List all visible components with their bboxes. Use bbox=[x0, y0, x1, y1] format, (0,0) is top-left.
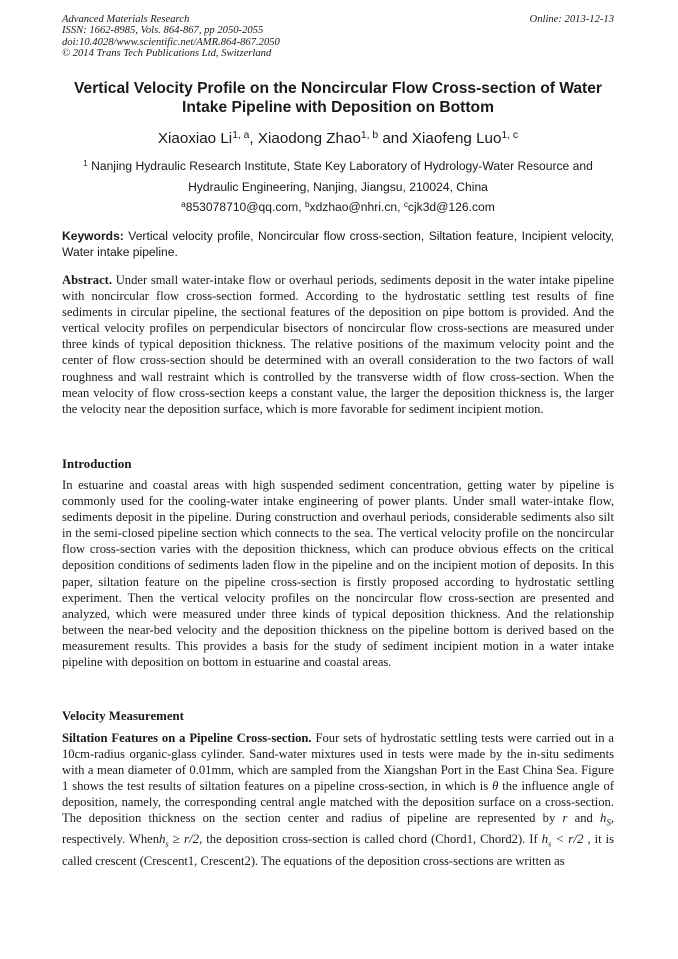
author-superscript: 1, c bbox=[501, 129, 519, 141]
copyright-line: © 2014 Trans Tech Publications Ltd, Switzerland bbox=[62, 48, 272, 60]
author-separator: , bbox=[249, 130, 258, 147]
thickness-symbol: h bbox=[600, 811, 607, 826]
author-name: Xiaofeng Luo bbox=[411, 130, 502, 147]
paragraph-text: , the deposition cross-section is called chord (Chord1, Chord2). If bbox=[199, 832, 542, 847]
equation-text: < r/2 bbox=[551, 831, 584, 847]
chord-condition bbox=[159, 831, 200, 849]
introduction-text: In estuarine and coastal areas with high suspended sediment concentration, getting water by pipeline is commonly used for the cooling-water intake engineering of power plants. Under small water-intake flow, sediments deposit in the pipeline. During construction and overhaul periods, considerable sediments also silt in the semi-closed pipeline section which connects to the sea. The vertical velocity profile on the noncircular flow cross-section varies with the deposition thickness, which can produce obvious effects on the critical deposition conditions of sediments laden flow in the pipeline and on the incipient motion of deposits. In this paper, siltation feature on the pipeline cross-section is firstly proposed according to hydrostatic settling experiment. Then the vertical velocity profiles on the noncircular flow cross-section are presented and analyzed, which were measured under three kinds of typical deposition thickness. And the relationship between the near-bed velocity and the deposition thickness on the pipeline bottom is derived based on the measurement results. This provides a basis for the study of sediment incipient motion in a water intake pipeline with deposition on bottom in estuarine and coastal areas. bbox=[62, 478, 614, 670]
email-marker: c bbox=[403, 199, 408, 209]
affiliation-number: 1 bbox=[83, 158, 88, 168]
equation-subscript: s bbox=[165, 839, 169, 849]
paragraph-text: , respectively. When bbox=[62, 811, 614, 847]
author-list bbox=[62, 130, 614, 148]
keywords bbox=[62, 229, 614, 260]
affiliation bbox=[62, 156, 614, 198]
email-marker: b bbox=[304, 199, 310, 209]
paper-title: Vertical Velocity Profile on the Noncircular Flow Cross-section of Water Intake Pipeline with Deposition on Bottom bbox=[73, 80, 602, 116]
paragraph-text: , it is called crescent (Crescent1, Crescent2). The equations of the deposition cross-sections are written as bbox=[62, 832, 614, 868]
equation-symbol: h bbox=[159, 831, 166, 847]
equation-subscript: s bbox=[548, 839, 552, 849]
thickness-subscript: S bbox=[606, 817, 611, 828]
siltation-features-paragraph bbox=[62, 730, 614, 869]
introduction-heading: Introduction bbox=[62, 457, 132, 471]
equation-symbol: h bbox=[541, 831, 549, 847]
author-name: Xiaoxiao Li bbox=[157, 130, 233, 147]
keywords-label: Keywords: bbox=[62, 229, 124, 243]
journal-header bbox=[62, 14, 614, 60]
abstract bbox=[62, 272, 614, 417]
abstract-text: Under small water-intake flow or overhaul periods, sediments deposit in the water intake pipeline with noncircular flow cross-section formed. According to the hydrostatic settling test results of fine sediments in circular pipeline, the sectional features of the deposition on pipe bottom is provided. And the vertical velocity profiles on perpendicular bisectors of noncircular flow cross-sections are measured under three kinds of typical deposition thickness. The relative positions of the maximum velocity point and the center of flow cross-section should be determined with an overall consideration to the two factors of wall roughness and wall restraint which is controlled by the transverse width of flow cross-section. When the mean velocity of flow cross-section keeps a constant value, the larger the deposition thickness is, the larger the velocity near the deposition surface, which is more favorable for sediment incipient motion. bbox=[62, 273, 614, 416]
email-marker: a bbox=[181, 199, 186, 209]
author-separator: and bbox=[378, 130, 412, 147]
email-address[interactable]: xdzhao@nhri.cn, bbox=[309, 200, 404, 214]
email-address[interactable]: 853078710@qq.com, bbox=[185, 200, 305, 214]
abstract-label: Abstract. bbox=[62, 273, 113, 287]
author-superscript: 1, b bbox=[360, 129, 379, 141]
paragraph-text: and bbox=[567, 811, 601, 826]
email-address[interactable]: cjk3d@126.com bbox=[407, 200, 495, 214]
subsection-label: Siltation Features on a Pipeline Cross-section. bbox=[62, 731, 312, 745]
crescent-condition bbox=[541, 831, 584, 849]
online-date: Online: 2013-12-13 bbox=[529, 14, 614, 25]
author-superscript: 1, a bbox=[232, 129, 250, 141]
paragraph-text: the influence angle of deposition, namely, the corresponding central angle matched with the deposition surface on a cross-section. The deposition thickness on the section center and radius of pipeline are represented by bbox=[62, 779, 615, 826]
affiliation-text: Nanjing Hydraulic Research Institute, State Key Laboratory of Hydrology-Water Resource and Hydraulic Engineering, Nanjing, Jiangsu, 210024, China bbox=[91, 159, 593, 194]
keywords-text: Vertical velocity profile, Noncircular flow cross-section, Siltation feature, Incipient velocity, Water intake pipeline. bbox=[62, 229, 614, 259]
author-emails bbox=[62, 199, 614, 215]
paragraph-text: Four sets of hydrostatic settling tests were carried out in a 10cm-radius organic-glass cylinder. Sand-water mixtures used in tests were made by the in-situ sediments with a mean diameter of 0.01mm, which are sampled from the Xiangshan Port in the East China Sea. Figure 1 shows the test results of siltation features on a pipeline cross-section, in which is bbox=[62, 731, 614, 794]
theta-symbol: θ bbox=[492, 779, 499, 794]
equation-text: ≥ r/2 bbox=[168, 831, 200, 847]
issn-line: ISSN: 1662-8985, Vols. 864-867, pp 2050-2055 bbox=[62, 25, 264, 37]
doi-line: doi:10.4028/www.scientific.net/AMR.864-867.2050 bbox=[62, 36, 280, 48]
journal-name: Advanced Materials Research bbox=[62, 14, 190, 25]
radius-symbol: r bbox=[562, 811, 568, 826]
velocity-measurement-heading: Velocity Measurement bbox=[62, 709, 184, 723]
author-name: Xiaodong Zhao bbox=[257, 130, 361, 147]
